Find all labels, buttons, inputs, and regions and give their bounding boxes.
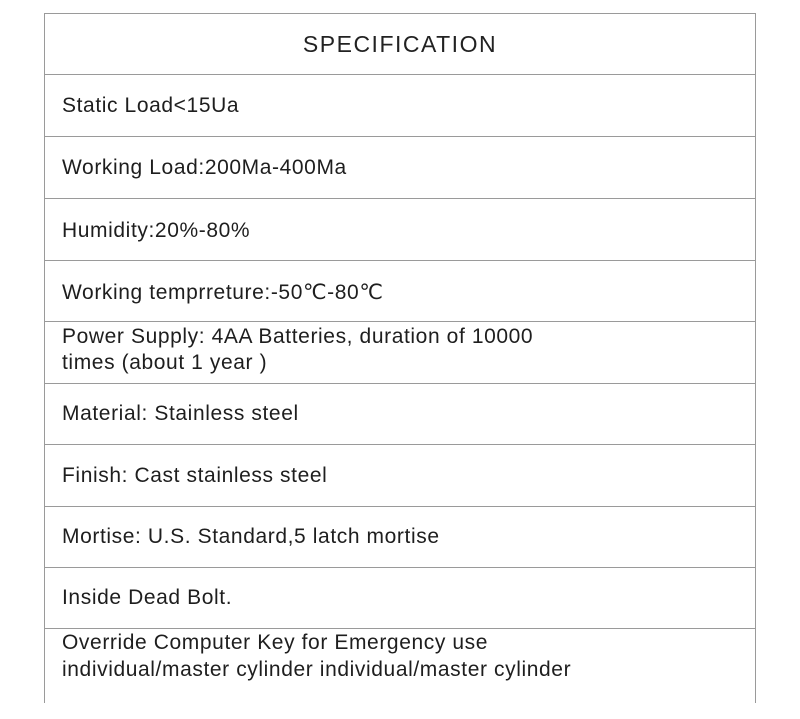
spec-row-power-supply [45,322,755,384]
spec-text-line-1: Power Supply: 4AA Batteries, duration of 10000 [62,325,534,348]
spec-row-material [45,384,755,445]
specification-table [44,13,756,703]
spec-row-finish [45,445,755,507]
spec-row-dead-bolt [45,568,755,629]
spec-text: Working temprreture:-50℃-80℃ [62,281,384,304]
spec-row-working-load [45,137,755,199]
spec-text: Material: Stainless steel [62,402,299,425]
spec-text: Finish: Cast stainless steel [62,464,328,487]
spec-text-line-1: Override Computer Key for Emergency use [62,631,489,654]
spec-text: Mortise: U.S. Standard,5 latch mortise [62,525,440,548]
spec-row-override-key [45,629,755,719]
spec-text-line-2: individual/master cylinder individual/master cylinder [62,658,572,681]
spec-row-static-load [45,75,755,137]
spec-text: Humidity:20%-80% [62,219,251,242]
spec-text-line-2: times (about 1 year ) [62,351,268,374]
spec-text: Inside Dead Bolt. [62,586,233,609]
spec-row-mortise [45,507,755,568]
spec-row-working-temperature [45,261,755,322]
spec-text: Working Load:200Ma-400Ma [62,156,347,179]
table-header [45,14,755,75]
spec-row-humidity [45,199,755,261]
spec-text: Static Load<15Ua [62,94,240,117]
table-title: SPECIFICATION [302,30,498,57]
